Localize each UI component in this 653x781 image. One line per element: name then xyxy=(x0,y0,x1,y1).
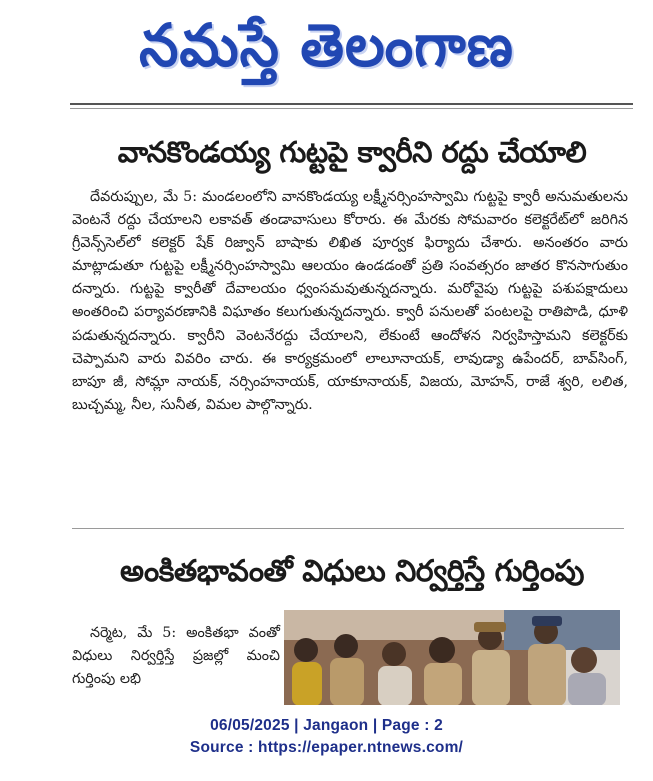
article-body: నర్మెట, మే 5: అంకితభా వంతో విధులు నిర్వర్తిస్తే ప్రజల్లో మంచి గుర్తింపు లభి xyxy=(72,625,280,687)
article-headline: వానకొండయ్య గుట్టపై క్వారీని రద్దు చేయాలి xyxy=(117,135,587,169)
page-footer xyxy=(0,705,653,781)
newspaper-logo: నమస్తే తెలంగాణ xyxy=(139,12,514,81)
article-quarry xyxy=(72,132,632,417)
article-body: దేవరుప్పుల, మే 5: మండలంలోని వానకొండయ్య లక్ష్మీనర్సింహస్వామి గుట్టపై క్వారీ అనుమతులను వెంటనే రద్దు చేయాలని లకావత్ తండావాసులు కోరారు. ఈ మేరకు సోమవారం కలెక్టరేట్‌లో జరిగిన గ్రీవెన్స్‌సెల్‌లో కలెక్టర్ షేక్ రిజ్వాన్ బాషాకు లిఖిత పూర్వక ఫిర్యాదు చేశారు. అనంతరం వారు మాట్లాడుతూ గుట్టపై లక్ష్మీనర్సింహస్వామి ఆలయం ఉండడంతో ప్రతి సంవత్సరం జాతర కొనసాగుతుం దన్నారు. గుట్టపై క్వారీతో దేవాలయం ధ్వంసమవుతున్నదన్నారు. మరోవైపు గుట్టపై పశుపక్షాదులు అంతరించి పర్యావరణానికి విఘాతం కలుగుతున్నదన్నారు. క్వారీ పనులతో పంటలపై రాతిపొడి, ధూళి పడుతున్నదన్నారు. క్వారీని వెంటనేరద్దు చేయాలని, లేకుంటే ఆందోళన నిర్వహిస్తామని కలెక్టర్‌కు చెప్పామని వారు వివరిం చారు. ఈ కార్యక్రమంలో లాలూనాయక్, లావుడ్యా ఉపేందర్, బావ్‌సింగ్, బాపూ జీ, సోమ్లా నాయక్, నర్సింహనాయక్, యాకూనాయక్, విజయ, మోహన్, రాజే శ్వరి, లలిత, బుచ్చమ్మ, నీల, సునీత, విమల పాల్గొన్నారు. xyxy=(72,189,628,413)
article-divider xyxy=(72,528,624,529)
article-recognition xyxy=(72,552,632,687)
edition-info: 06/05/2025 | Jangaon | Page : 2 xyxy=(210,717,443,734)
news-photo xyxy=(284,610,620,706)
masthead xyxy=(0,0,653,100)
masthead-rule xyxy=(70,103,633,105)
article-headline: అంకితభావంతో విధులు నిర్వర్తిస్తే గుర్తింపు xyxy=(120,554,584,589)
source-link[interactable]: Source : https://epaper.ntnews.com/ xyxy=(189,739,464,756)
masthead-rule-thin xyxy=(70,108,633,109)
